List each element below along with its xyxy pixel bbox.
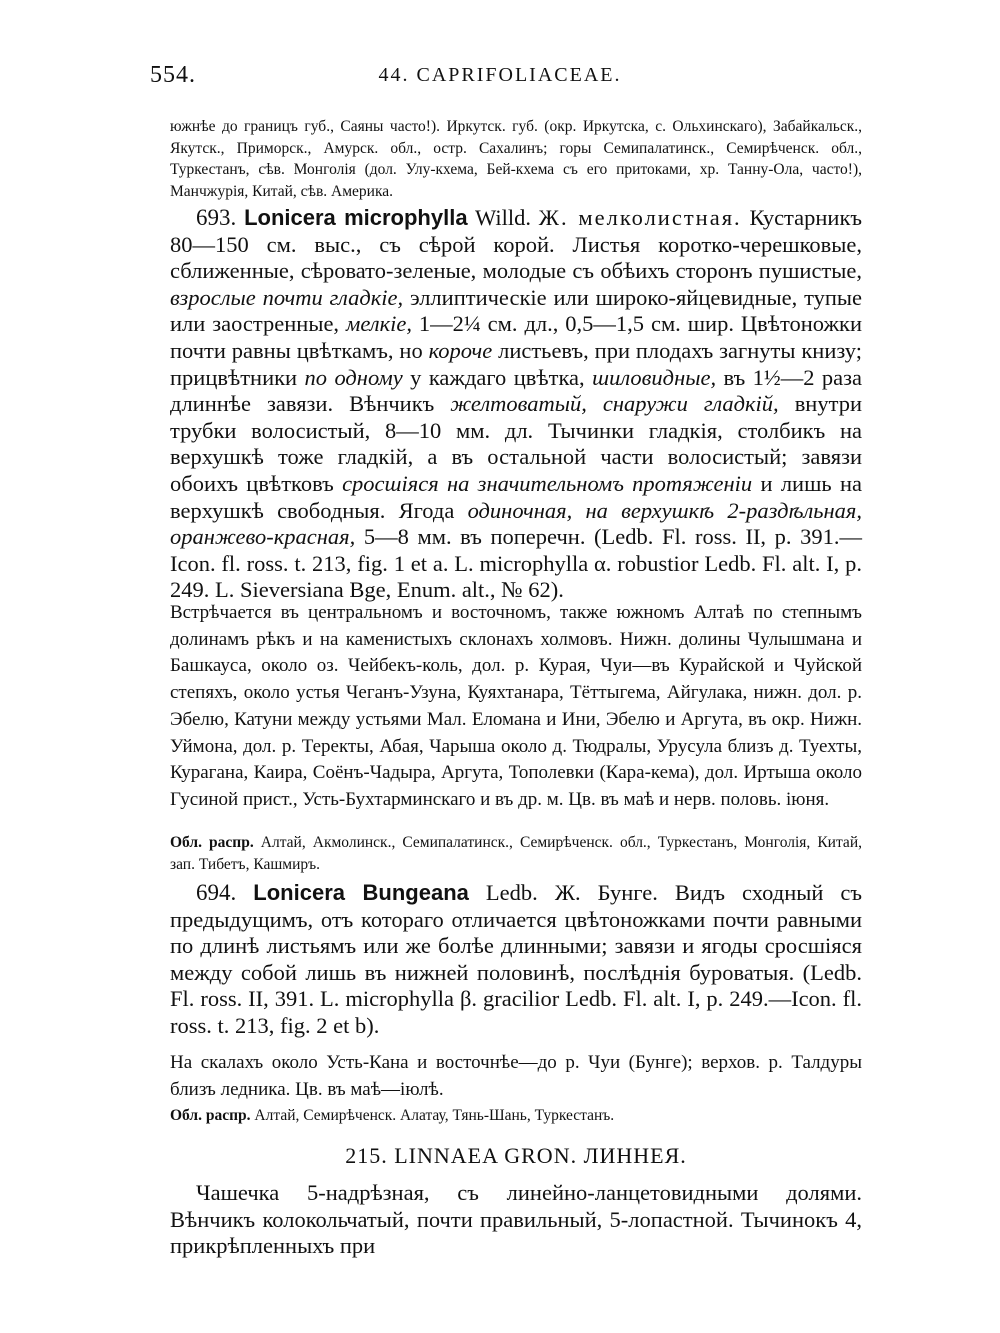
species-693-text: листьевъ, при плодахъ загнуты книзу; прицвѣтники [170,337,863,390]
species-693-text: Кустарникъ 80—150 см. выс., съ сѣрой корой. Листья коротко-черешковые, сближенные, сѣровато-зеленые, молодые съ обѣихъ сторонъ пушистые, [170,205,863,284]
range-label: Обл. распр. [170,834,254,851]
page-number: 554. [150,62,196,88]
page-header [150,62,850,92]
species-694-entry [170,880,862,1040]
species-693-range [170,832,862,875]
species-693-distribution: Встрѣчается въ центральномъ и восточномъ, также южномъ Алтаѣ по степнымъ долинамъ рѣкъ и на каменистыхъ склонахъ холмовъ. Нижн. долины Чулышмана и Башкауса, около оз. Чейбекъ-коль, дол. р. Курая, Чуи—въ Курайской и Чуйской степяхъ, около устья Чеганъ-Узуна, Куяхтанара, Тёттыгема, Айгулака, нижн. дол. р. Эбелю, Катуни между устьями Мал. Еломана и Ини, Эбелю и Аргута, въ окр. Нижн. Уймона, дол. р. Теректы, Абая, Чарыша около д. Тюдралы, Урусула близъ д. Туехты, Курагана, Каира, Соёнъ-Чадыра, Аргута, Тополевки (Кара-кема), дол. Иртыша около Гусиной прист., Усть-Бухтарминскаго и въ др. м. Цв. въ маѣ и нерв. половь. іюня. [170,602,862,810]
species-694-number: 694. [196,880,237,905]
running-head: 44. CAPRIFOLIACEAE. [378,64,622,86]
species-693-italic: короче [428,337,493,363]
genus-description: Чашечка 5-надрѣзная, съ линейно-ланцетовидными долями. Вѣнчикъ колокольчатый, почти правильный, 5-лопастной. Тычинокъ 4, прикрѣпленныхъ при [170,1180,862,1259]
species-693-italic: одиночная, на верхушкѣ 2-раздѣльная, оранжево-красная, [170,497,863,550]
species-693-text: у каждаго цвѣтка, [410,364,585,390]
range-text: Алтай, Семирѣченск. Алатау, Тянь-Шань, Туркестанъ. [254,1107,615,1124]
species-693-entry [170,205,862,604]
range-label: Обл. распр. [170,1107,251,1124]
species-693-russian-name: Ж. мелколистная. [538,205,742,230]
species-693-author: Willd. [474,205,531,230]
species-694-russian-name: Ж. Бунге. [554,880,658,905]
genus-heading: 215. LINNAEA GRON. ЛИННЕЯ. [345,1143,687,1168]
species-693-italic: мелкіе, [345,311,412,337]
species-693-italic: шиловидные, [592,364,717,390]
species-694-distribution: На скалахъ около Усть-Кана и восточнѣе—до р. Чуи (Бунге); верхов. р. Талдуры близъ ледника. Цв. въ маѣ—іюлѣ. [170,1052,862,1100]
species-693-text: въ 1½—2 раза длиннѣе завязи. Вѣнчикъ [170,364,863,417]
species-693-italic: по одному [304,364,403,390]
species-694-range [170,1105,862,1127]
species-693-text: внутри трубки волосистый, 8—10 мм. дл. Тычинки гладкія, столбикъ на верхушкѣ тоже гладкій, а въ остальной части волосистый; завязи обоихъ цвѣтковъ [170,391,863,496]
species-693-text: и лишь на верхушкѣ свободныя. Ягода [170,470,862,523]
continuation-paragraph: южнѣе до границъ губ., Саяны часто!). Иркутск. губ. (окр. Иркутска, с. Ольхинскаго), Забайкальск., Якутск., Приморск., Амурск. обл., остр. Сахалинъ; горы Семипалатинск., Семирѣченск. обл., Туркестанъ, сѣв. Монголія (дол. Улу-кхема, Бей-кхема съ его притоками, хр. Танну-Ола, часто!), Манчжурія, Китай, сѣв. Америка. [170,118,862,200]
species-693-italic: взрослые почти гладкіе, [170,284,404,310]
species-693-text: 5—8 мм. въ поперечн. (Ledb. Fl. ross. II, p. 391.—Icon. fl. ross. t. 213, fig. 1 et a. L. microphylla α. robustior Ledb. Fl. alt. I, p. 249. L. Sieversiana Bge, Enum. alt., № 62). [170,524,863,603]
species-693-italic: сросшіяся на значительномъ протяженіи [342,470,753,496]
species-694-name: Lonicera Bungeana [253,880,469,905]
species-693-text: эллиптическіе или широко-яйцевидные, тупые или заостренные, [170,284,863,337]
species-694-description: Видъ сходный съ предыдущимъ, отъ котораго отличается цвѣтоножками почти равными по длинѣ листьямъ или же болѣе длинными; завязи и ягоды сросшіяся между собой лишь въ нижней половинѣ, послѣднія буроватыя. (Ledb. Fl. ross. II, 391. L. microphylla β. gracilior Ledb. Fl. alt. I, p. 249.—Icon. fl. ross. t. 213, fig. 2 et b). [170,880,863,1038]
species-693-name: Lonicera microphylla [244,205,468,230]
species-693-italic: желтоватый, снаружи гладкій, [450,391,779,417]
species-694-author: Ledb. [485,880,538,905]
range-text: Алтай, Акмолинск., Семипалатинск., Семирѣченск. обл., Туркестанъ, Монголія, Китай, зап. Тибетъ, Кашмиръ. [170,834,862,873]
species-693-text: 1—2¼ см. дл., 0,5—1,5 см. шир. Цвѣтоножки почти равны цвѣткамъ, но [170,311,863,363]
species-693-number: 693. [196,205,237,230]
